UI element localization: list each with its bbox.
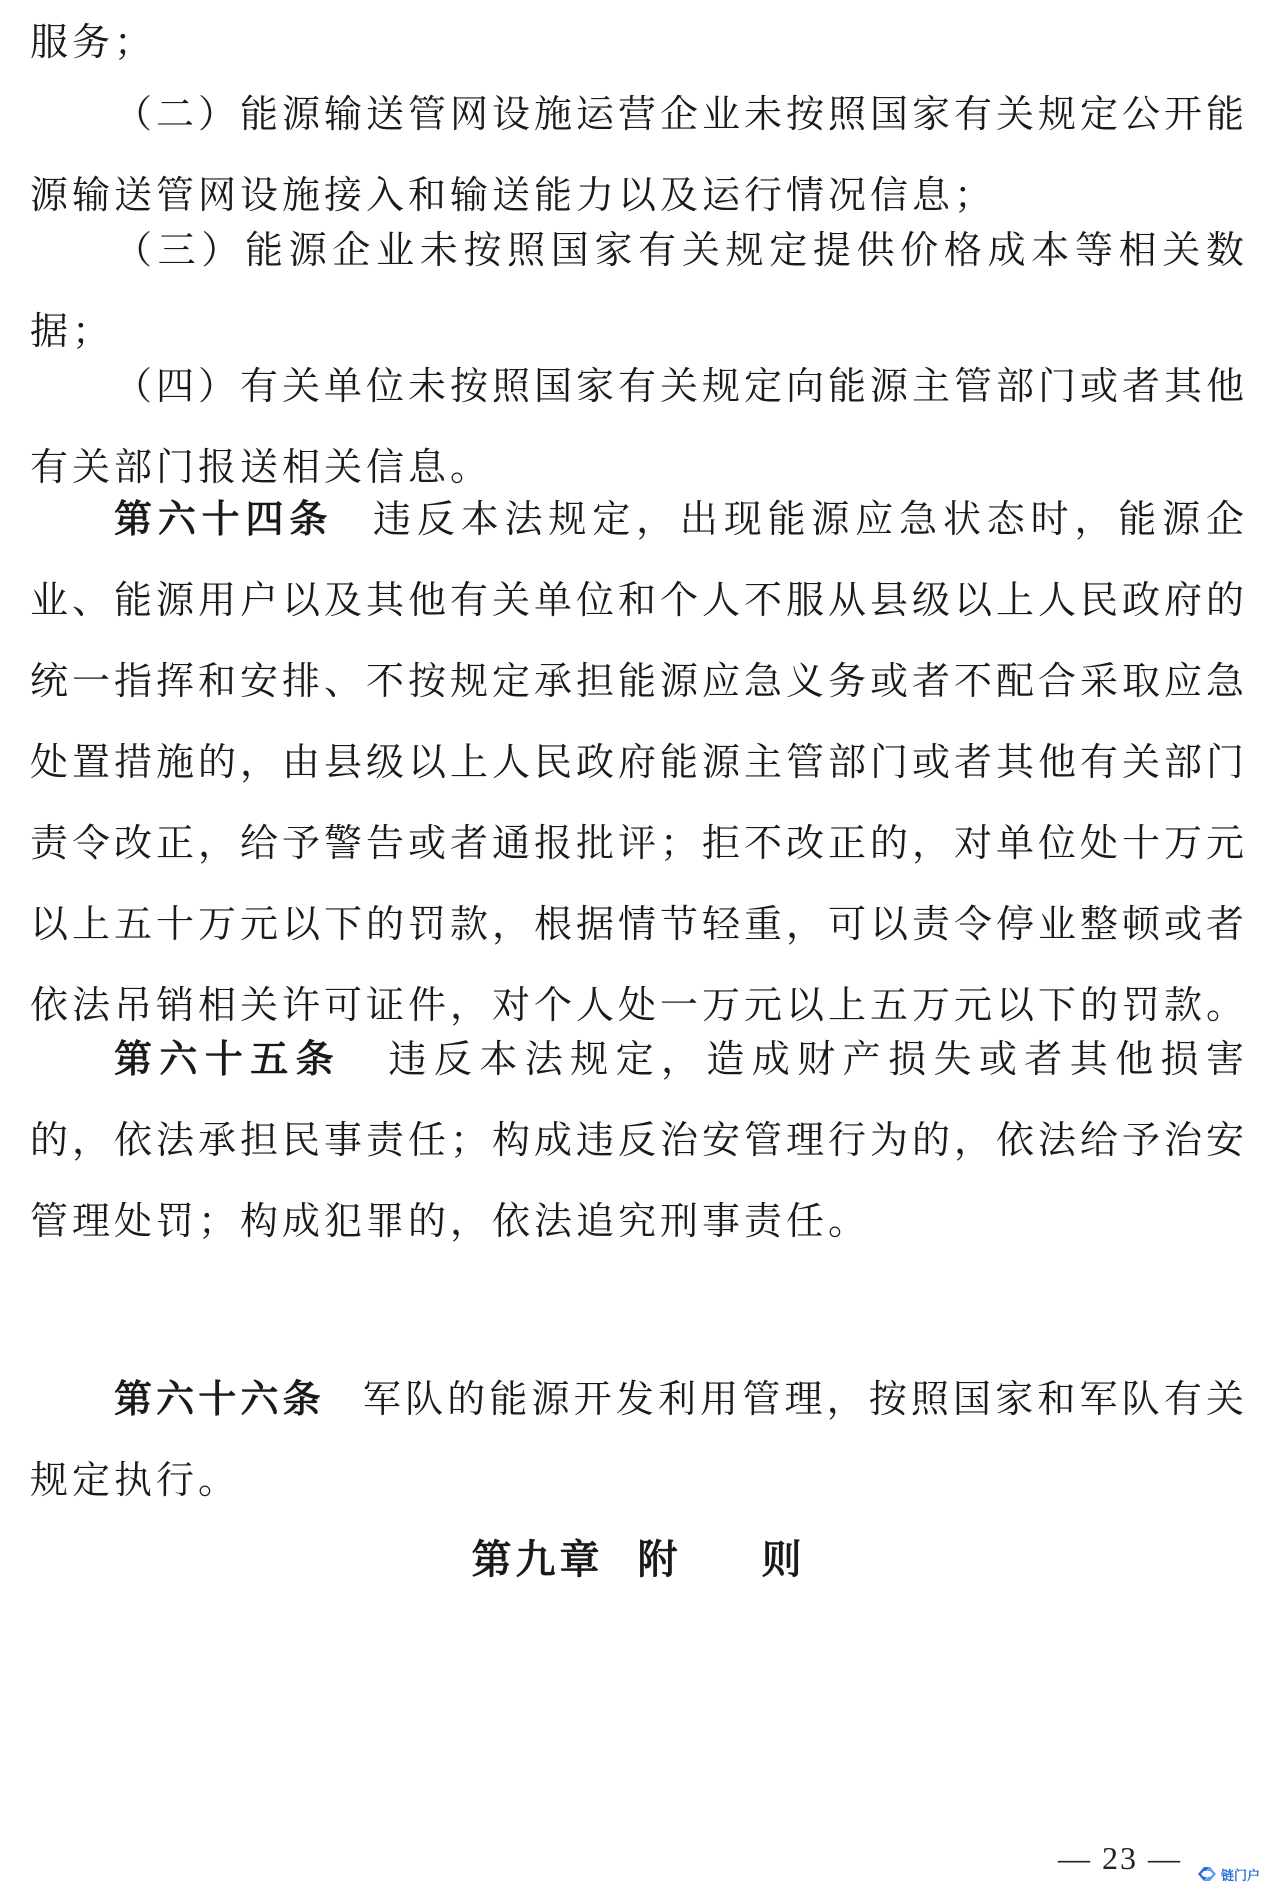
- chain-link-icon: [1196, 1864, 1218, 1884]
- chapter-word-2: 则: [761, 1536, 806, 1583]
- paragraph-item-4: （四）有关单位未按照国家有关规定向能源主管部门或者其他有关部门报送相关信息。: [30, 364, 1249, 489]
- paragraph-item-3: （三）能源企业未按照国家有关规定提供价格成本等相关数据；: [30, 228, 1248, 353]
- chapter-word-1: 附: [637, 1536, 682, 1583]
- paragraph-continuation: 服务；: [30, 20, 157, 64]
- watermark-logo: [1196, 1862, 1274, 1886]
- article-65: [30, 1018, 1248, 1262]
- article-66: [30, 1358, 1248, 1521]
- chapter-number: 第九章: [471, 1536, 604, 1583]
- article-65-body: 违反本法规定，造成财产损失或者其他损害的，依法承担民事责任；构成违反治安管理行为的，依法给予治安管理处罚；构成犯罪的，依法追究刑事责任。: [30, 1037, 1249, 1243]
- article-66-body: 军队的能源开发利用管理，按照国家和军队有关规定执行。: [30, 1377, 1248, 1502]
- logo-text: 链门户: [1221, 1868, 1261, 1884]
- article-66-title: 第六十六条: [114, 1376, 325, 1421]
- paragraph-item-2: （二）能源输送管网设施运营企业未按照国家有关规定公开能源输送管网设施接入和输送能力以及运行情况信息；: [30, 92, 1249, 217]
- page-number: — 23 —: [1058, 1840, 1182, 1876]
- article-64: [30, 478, 1248, 1046]
- chapter-heading: [0, 1530, 1277, 1590]
- article-64-body: 违反本法规定，出现能源应急状态时，能源企业、能源用户以及其他有关单位和个人不服从县级以上人民政府的统一指挥和安排、不按规定承担能源应急义务或者不配合采取应急处置措施的，由县级以上人民政府能源主管部门或者其他有关部门责令改正，给予警告或者通报批评；拒不改正的，对单位处十万元以上五十万元以下的罚款，根据情节轻重，可以责令停业整顿或者依法吊销相关许可证件，对个人处一万元以上五万元以下的罚款。: [30, 497, 1249, 1027]
- article-64-title: 第六十四条: [114, 496, 334, 541]
- article-65-title: 第六十五条: [114, 1036, 342, 1081]
